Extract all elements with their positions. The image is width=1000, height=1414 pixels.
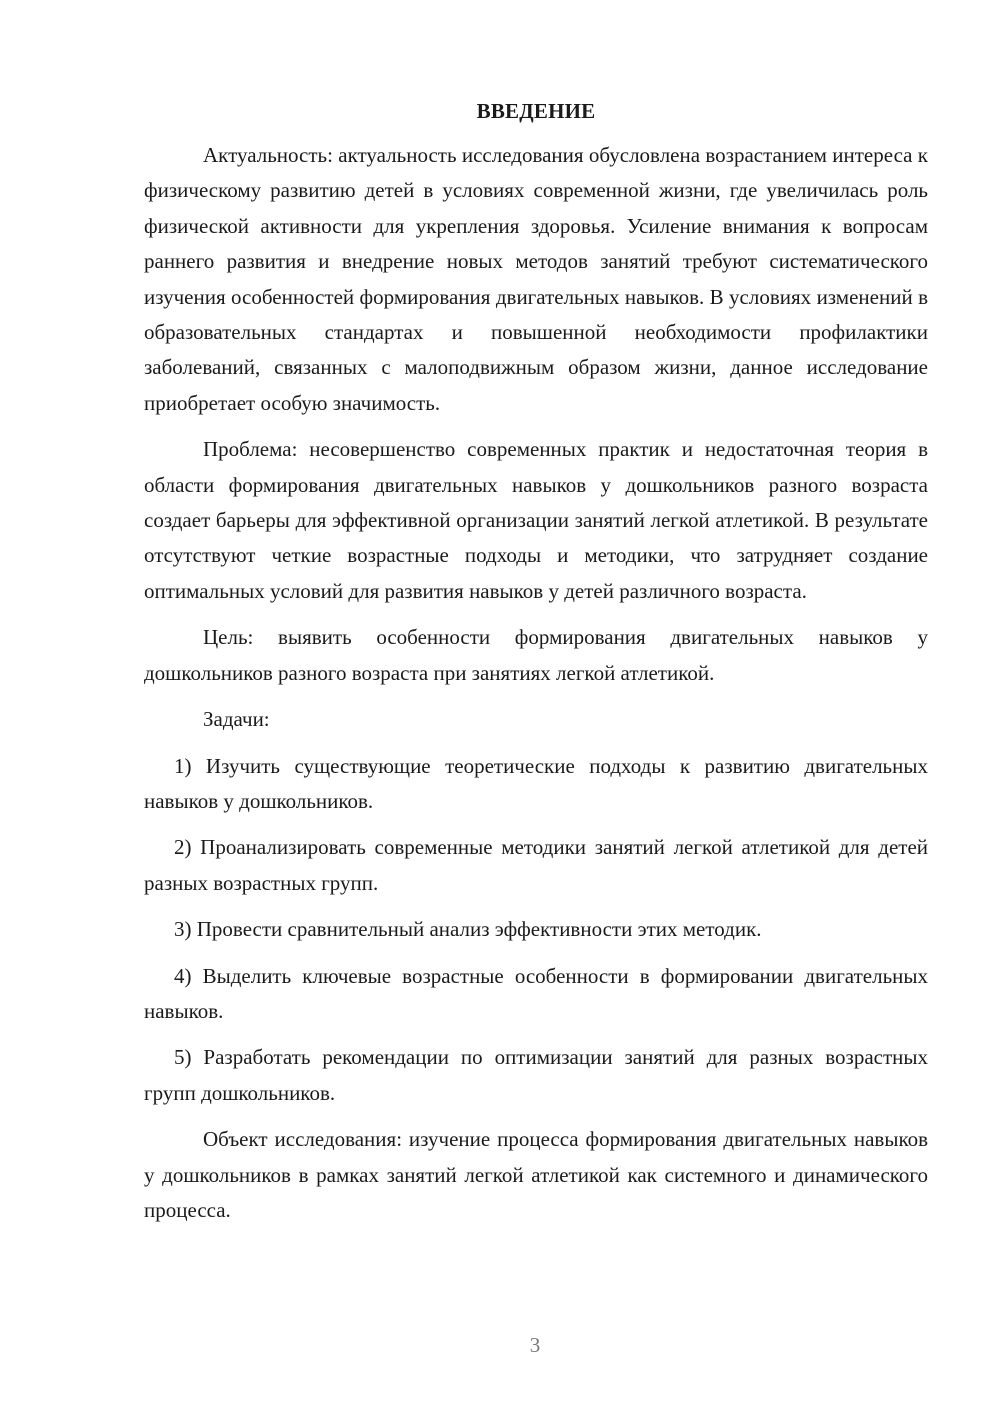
- object-paragraph: Объект исследования: изучение процесса формирования двигательных навыков у дошкольников в рамках занятий легкой атлетикой как системного и динамического процесса.: [144, 1127, 928, 1222]
- section-heading: ВВЕДЕНИЕ: [476, 99, 596, 123]
- task-item: 2) Проанализировать современные методики занятий легкой атлетикой для детей разных возрастных групп.: [144, 835, 928, 895]
- task-item: 3) Провести сравнительный анализ эффективности этих методик.: [174, 917, 762, 942]
- document-page: [144, 96, 928, 1239]
- problem-paragraph: Проблема: несовершенство современных практик и недостаточная теория в области формирования двигательных навыков у дошкольников разного возраста создает барьеры для эффективной организации занятий легкой атлетикой. В результате отсутствуют четкие возрастные подходы и методики, что затрудняет создание оптимальных условий для развития навыков у детей различного возраста.: [144, 437, 928, 603]
- goal-paragraph: Цель: выявить особенности формирования двигательных навыков у дошкольников разного возраста при занятиях легкой атлетикой.: [144, 625, 928, 685]
- task-item: 5) Разработать рекомендации по оптимизации занятий для разных возрастных групп дошкольников.: [144, 1045, 928, 1105]
- task-item: 4) Выделить ключевые возрастные особенности в формировании двигательных навыков.: [144, 963, 928, 1023]
- task-item: 1) Изучить существующие теоретические подходы к развитию двигательных навыков у дошкольников.: [144, 753, 928, 813]
- tasks-heading: Задачи:: [203, 707, 270, 732]
- relevance-paragraph: Актуальность: актуальность исследования обусловлена возрастанием интереса к физическому развитию детей в условиях современной жизни, где увеличилась роль физической активности для укрепления здоровья. Усиление внимания к вопросам раннего развития и внедрение новых методов занятий требуют систематического изучения особенностей формирования двигательных навыков. В условиях изменений в образовательных стандартах и повышенной необходимости профилактики заболеваний, связанных с малоподвижным образом жизни, данное исследование приобретает особую значимость.: [144, 143, 928, 415]
- page-number: 3: [529, 1333, 541, 1357]
